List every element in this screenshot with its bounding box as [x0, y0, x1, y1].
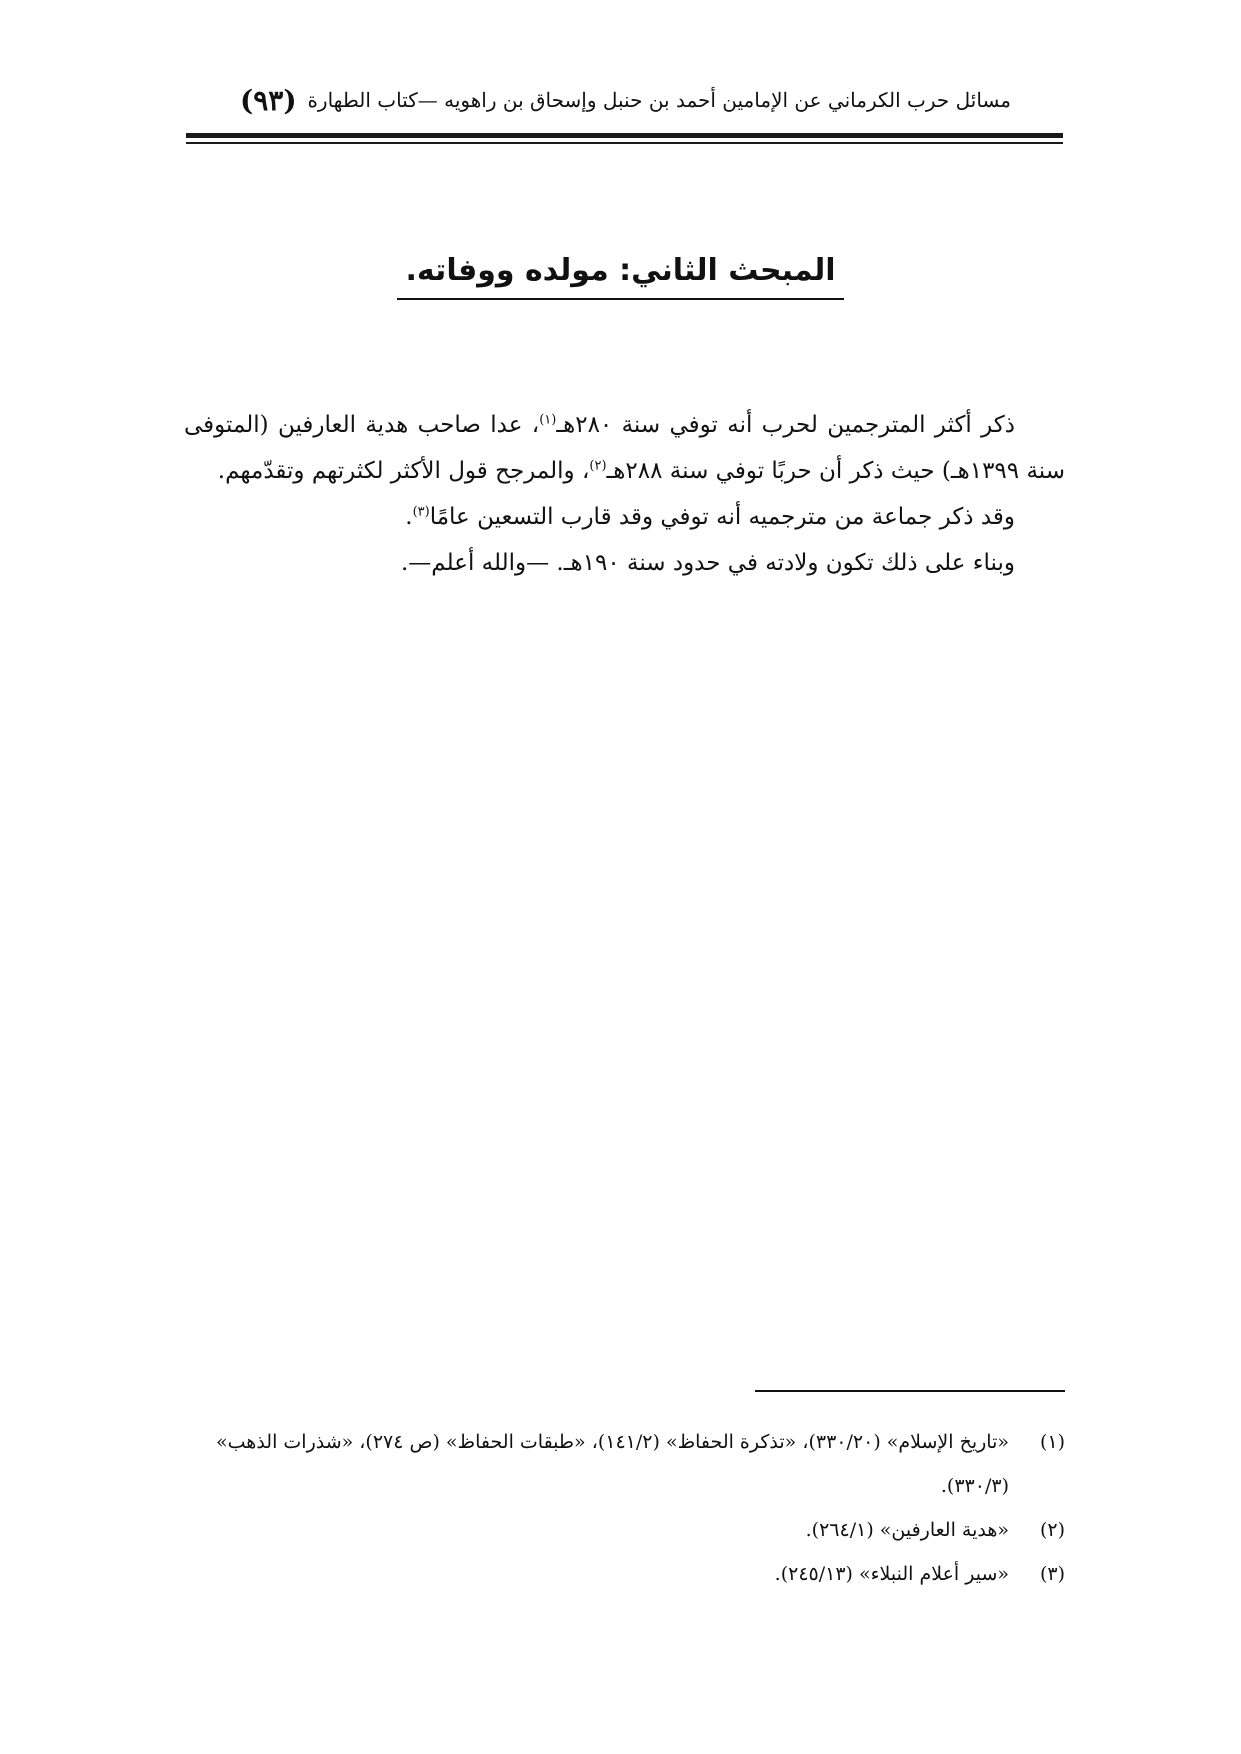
body-text: [184, 402, 1065, 586]
paragraph-1-text-3: ، والمرجح قول الأكثر لكثرتهم وتقدّمهم.: [217, 458, 590, 484]
paragraph-2-text: وقد ذكر جماعة من مترجميه أنه توفي وقد قارب التسعين عامًا: [429, 504, 1015, 530]
paragraph-1: [184, 402, 1065, 494]
header-rule-thick: [186, 133, 1063, 138]
footnote-2: [184, 1508, 1065, 1552]
paragraph-1-text: ذكر أكثر المترجمين لحرب أنه توفي سنة ٢٨٠هـ: [556, 412, 1015, 438]
paragraph-2: [184, 494, 1065, 540]
footnote-number: (٣): [1039, 1563, 1065, 1585]
paragraph-3: [184, 540, 1065, 586]
running-title: مسائل حرب الكرماني عن الإمامين أحمد بن حنبل وإسحاق بن راهويه —كتاب الطهارة: [307, 88, 1011, 112]
page-number: (٩٣): [240, 84, 297, 117]
running-header: [240, 84, 1011, 128]
footnote-3: [184, 1552, 1065, 1596]
footnote-number: (١): [1039, 1431, 1065, 1453]
header-rule-thin: [186, 142, 1063, 144]
footnote-separator: [755, 1390, 1065, 1392]
footnote-ref-3[interactable]: (٣): [412, 504, 430, 520]
paragraph-1-text-2: ، عدا صاحب هدية العارفين (المتوفى سنة ١٣٩٩هـ) حيث ذكر أن حربًا توفي سنة ٢٨٨هـ: [184, 412, 1065, 484]
section-heading-text: المبحث الثاني: مولده ووفاته.: [397, 253, 843, 300]
footnotes: [184, 1420, 1065, 1596]
section-heading: [0, 253, 1241, 300]
footnote-ref-1[interactable]: (١): [539, 412, 557, 428]
footnote-1: [184, 1420, 1065, 1508]
paragraph-3-text: وبناء على ذلك تكون ولادته في حدود سنة ١٩٠هـ. —والله أعلم—.: [401, 550, 1015, 576]
footnote-text: «سير أعلام النبلاء» (٢٤٥/١٣).: [774, 1563, 1009, 1585]
footnote-text: «هدية العارفين» (٢٦٤/١).: [805, 1519, 1009, 1541]
footnote-ref-2[interactable]: (٢): [589, 458, 607, 474]
footnote-number: (٢): [1039, 1519, 1065, 1541]
footnote-text: «تاريخ الإسلام» (٣٣٠/٢٠)، «تذكرة الحفاظ» (١٤١/٢)، «طبقات الحفاظ» (ص ٢٧٤)، «شذرات الذهب» (٣٣٠/٣).: [216, 1431, 1009, 1497]
paragraph-2-end: .: [405, 504, 413, 530]
